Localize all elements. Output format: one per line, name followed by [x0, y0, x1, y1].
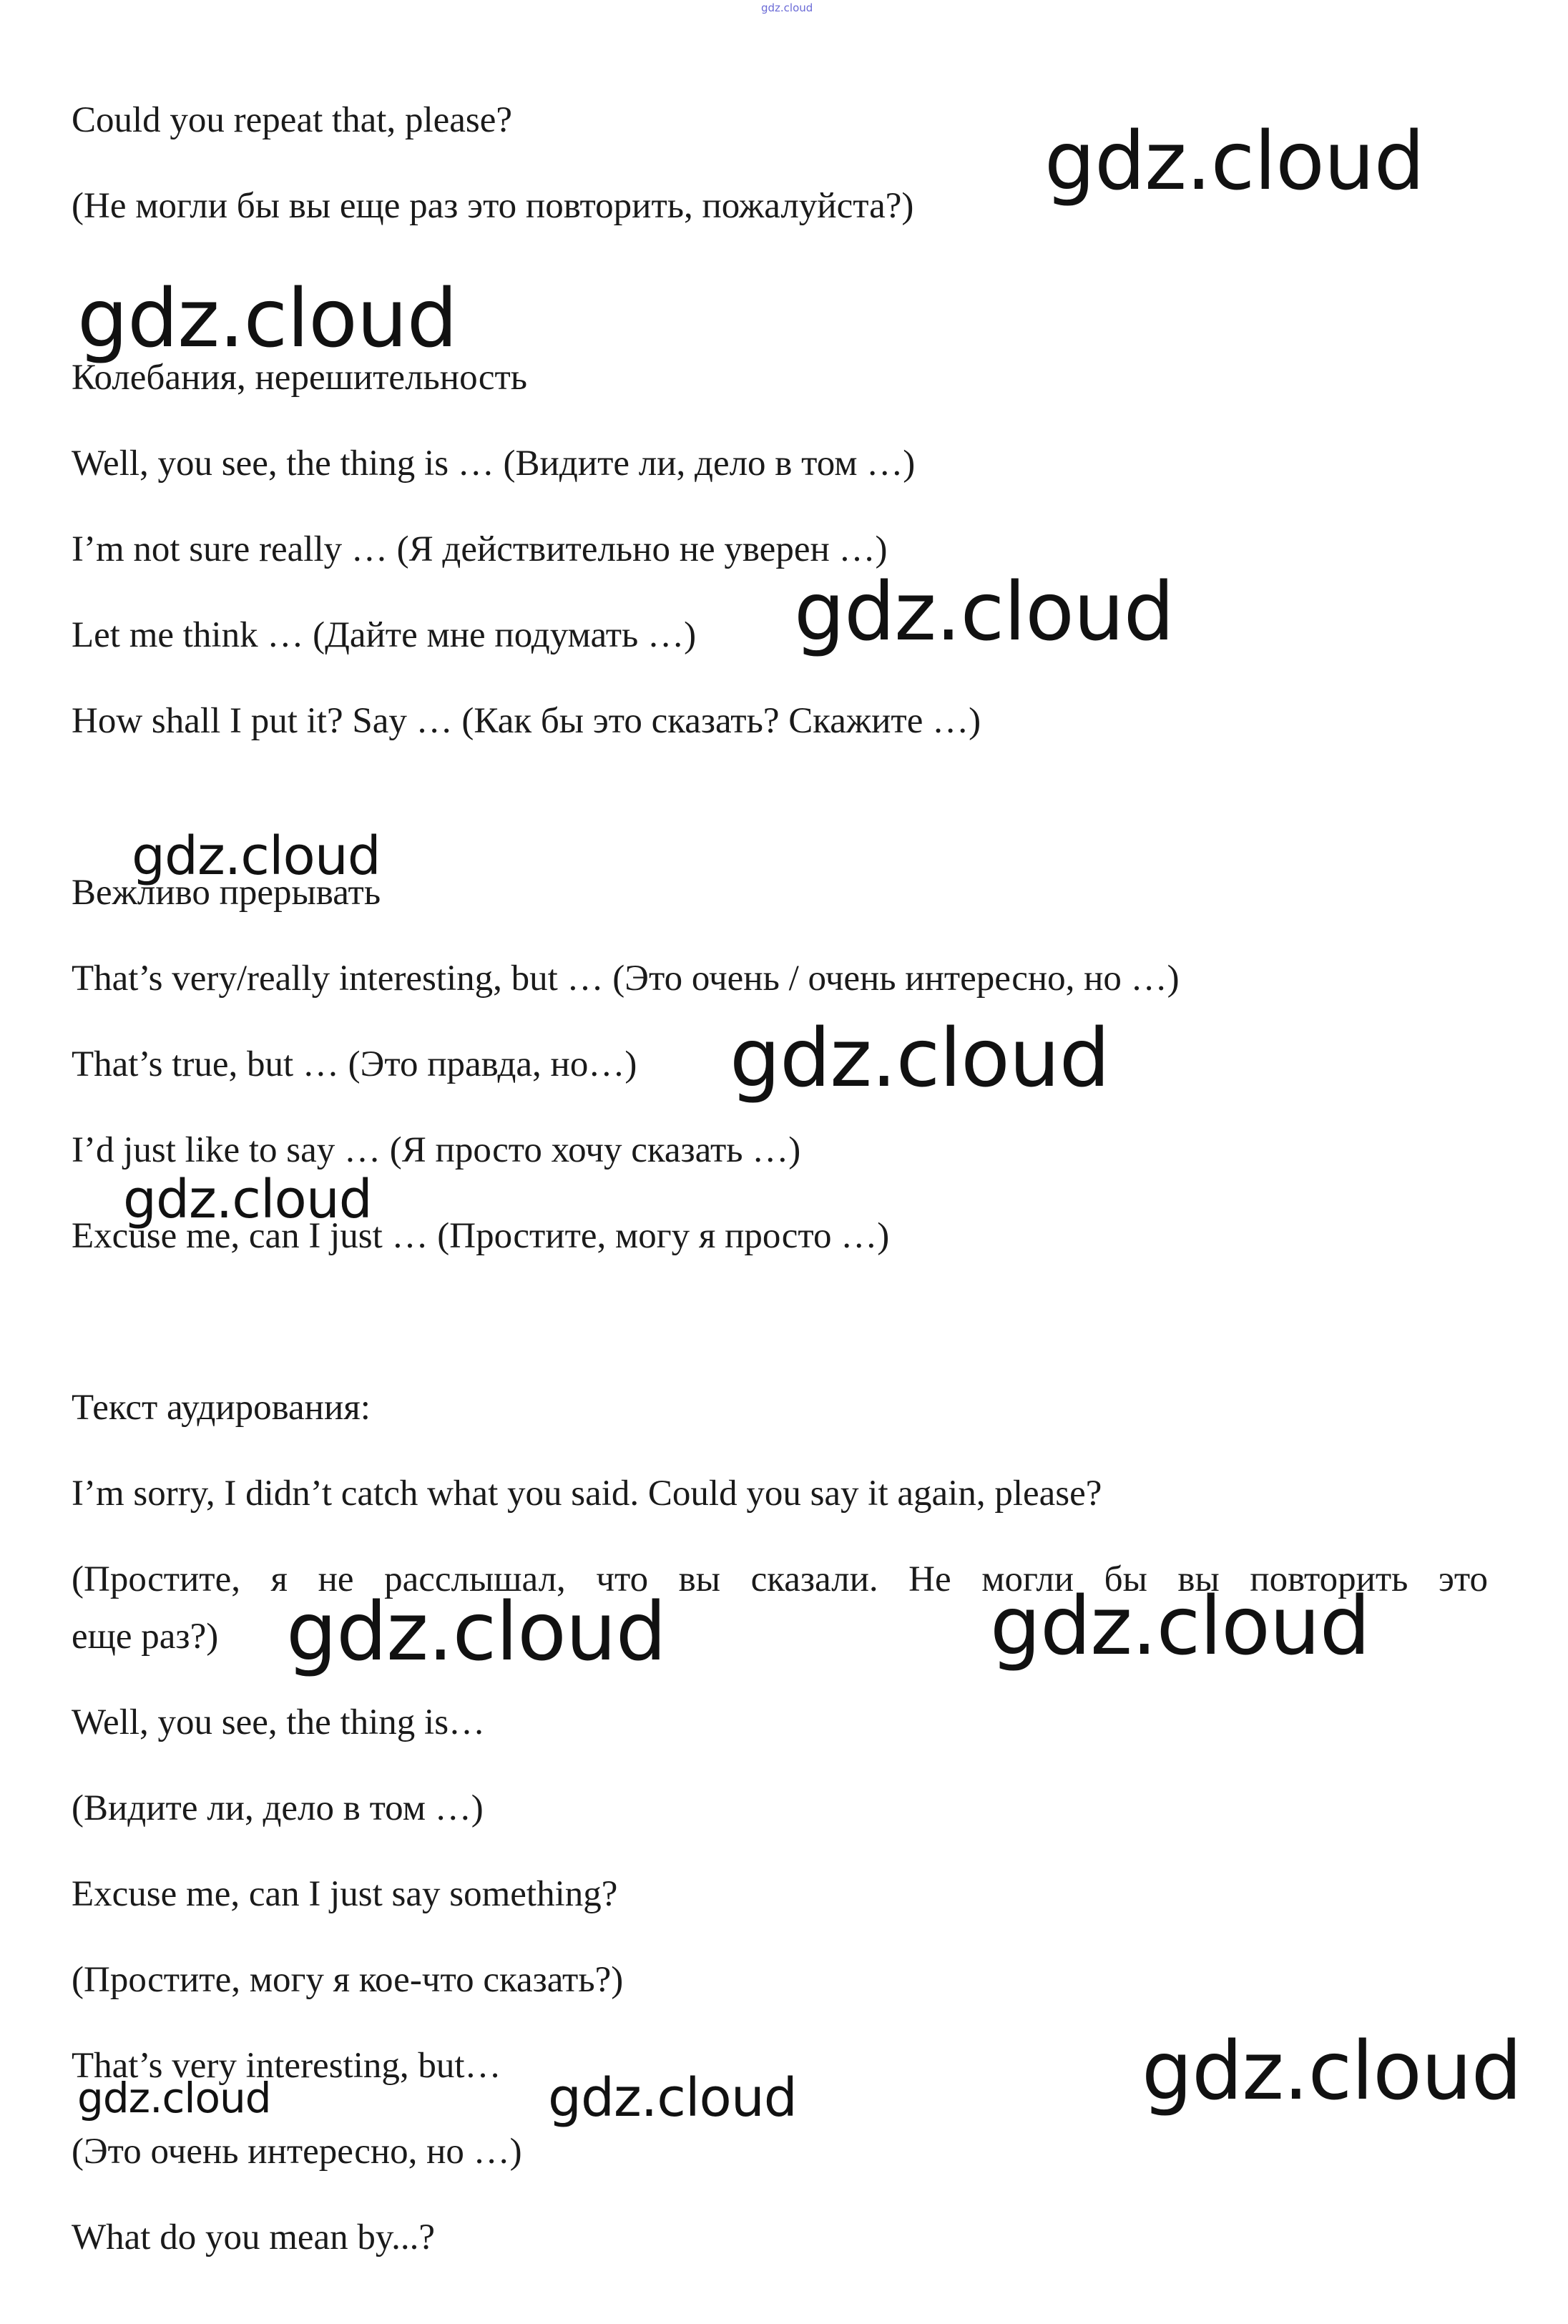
text-line: Could you repeat that, please? [72, 100, 513, 140]
watermark: gdz.cloud [286, 1586, 666, 1679]
text-line: How shall I put it? Say … (Как бы это сказать? Скажите …) [72, 701, 981, 741]
text-line: (Простите, могу я кое-что сказать?) [72, 1960, 624, 2000]
watermark: gdz.cloud [730, 1012, 1109, 1105]
top-watermark: gdz.cloud [761, 1, 813, 14]
watermark: gdz.cloud [77, 273, 457, 366]
watermark: gdz.cloud [1142, 2025, 1522, 2118]
text-line: I’m not sure really … (Я действительно не уверен …) [72, 529, 888, 569]
text-line: What do you mean by...? [72, 2217, 435, 2257]
text-line: еще раз?) [72, 1617, 219, 1657]
watermark: gdz.cloud [794, 566, 1174, 659]
watermark: gdz.cloud [548, 2067, 797, 2129]
text-line: I’m sorry, I didn’t catch what you said. Could you say it again, please? [72, 1474, 1102, 1514]
text-line: Well, you see, the thing is … (Видите ли, дело в том …) [72, 443, 916, 484]
text-line: That’s very interesting, but… [72, 2046, 501, 2086]
section-heading-hesitation: Колебания, нерешительность [72, 358, 528, 398]
text-line: (Простите, я не расслышал, что вы сказали. Не могли бы вы повторить это [72, 1559, 1488, 1599]
section-heading-listening: Текст аудирования: [72, 1388, 371, 1428]
text-line: Well, you see, the thing is… [72, 1702, 486, 1742]
watermark: gdz.cloud [123, 1169, 372, 1230]
text-line: (Не могли бы вы еще раз это повторить, пожалуйста?) [72, 186, 914, 226]
section-heading-interrupting: Вежливо прерывать [72, 873, 381, 913]
text-line: Excuse me, can I just … (Простите, могу я просто …) [72, 1216, 890, 1256]
watermark: gdz.cloud [1044, 115, 1424, 208]
watermark: gdz.cloud [77, 2074, 271, 2122]
watermark: gdz.cloud [990, 1580, 1370, 1673]
text-line: Excuse me, can I just say something? [72, 1874, 618, 1914]
text-line: That’s true, but … (Это правда, но…) [72, 1044, 637, 1084]
watermark: gdz.cloud [132, 825, 381, 887]
text-line: Let me think … (Дайте мне подумать …) [72, 615, 697, 655]
text-line: I’d just like to say … (Я просто хочу сказать …) [72, 1130, 801, 1170]
text-line: That’s very/really interesting, but … (Это очень / очень интересно, но …) [72, 958, 1180, 999]
text-line: (Это очень интересно, но …) [72, 2132, 522, 2172]
text-line: (Видите ли, дело в том …) [72, 1788, 484, 1828]
